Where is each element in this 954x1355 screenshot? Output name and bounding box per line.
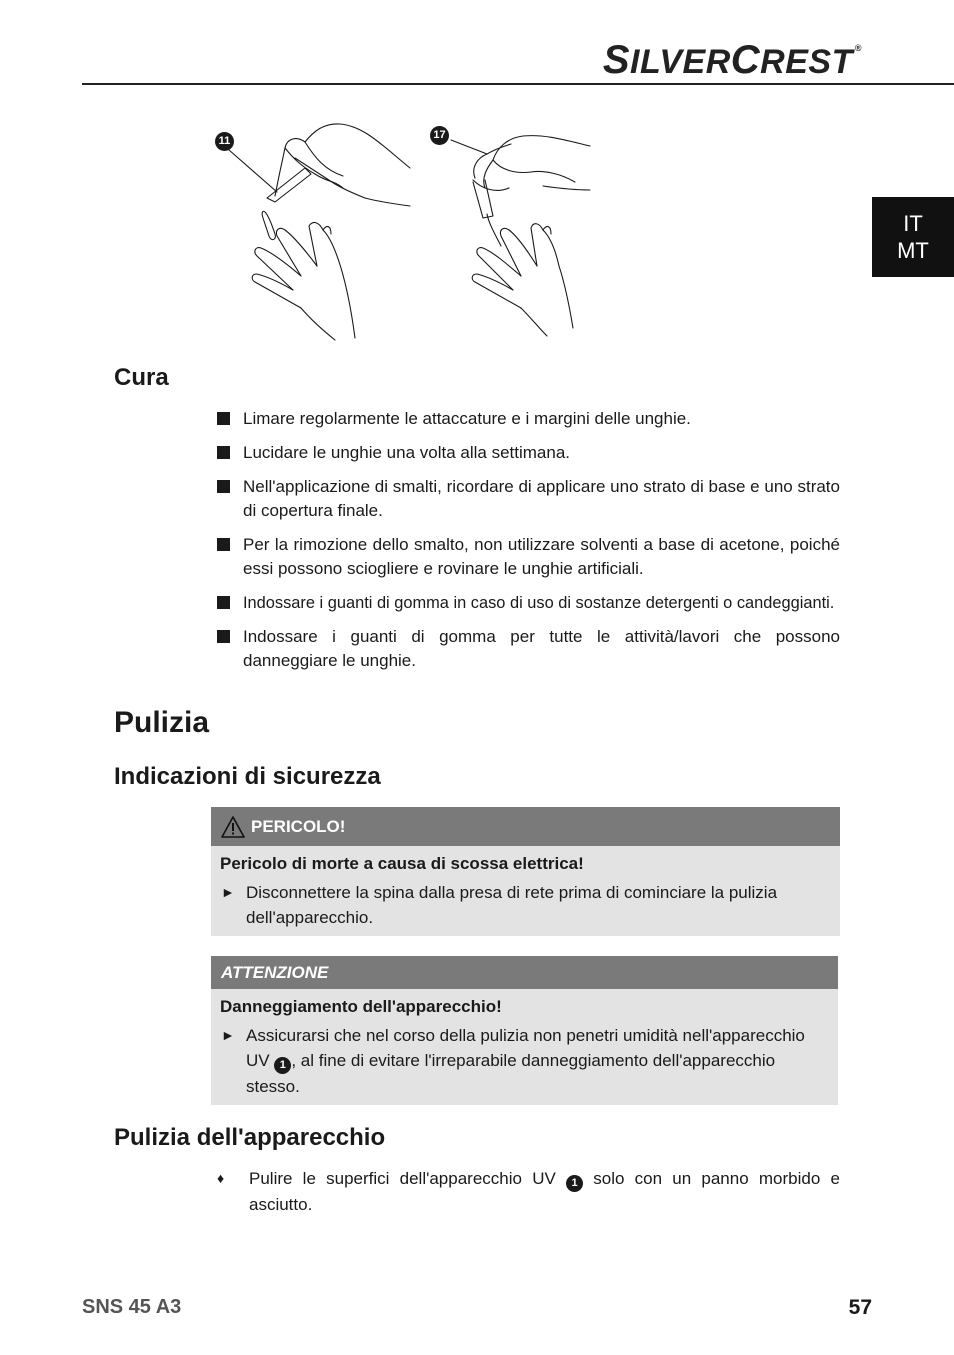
list-item-text: Nell'applicazione di smalti, ricordare di applicare uno strato di base e uno strato di copertura finale. xyxy=(243,477,840,520)
page-number: 57 xyxy=(848,1296,872,1319)
caution-step xyxy=(211,1017,838,1105)
list-item xyxy=(217,441,840,465)
bullet-square-icon xyxy=(217,480,230,493)
list-item xyxy=(217,591,840,615)
list-item-text: Per la rimozione dello smalto, non utilizzare solventi a base di acetone, poiché essi possono sciogliere e rovinare le unghie artificiali. xyxy=(243,535,840,578)
warning-triangle-icon xyxy=(221,816,245,838)
language-tab-it: IT xyxy=(903,211,923,236)
hands-drawing xyxy=(205,118,605,348)
callout-11: 11 xyxy=(215,132,234,151)
danger-subtitle: Pericolo di morte a causa di scossa elettrica! xyxy=(220,854,584,873)
care-list xyxy=(217,407,840,683)
list-item-text: Indossare i guanti di gomma in caso di uso di sostanze detergenti o candeggianti. xyxy=(243,594,835,612)
bullet-square-icon xyxy=(217,412,230,425)
list-item-text: Limare regolarmente le attaccature e i margini delle unghie. xyxy=(243,409,691,428)
device-number-badge: 1 xyxy=(274,1057,291,1074)
caution-header xyxy=(211,956,838,989)
bullet-square-icon xyxy=(217,538,230,551)
diamond-bullet-icon: ♦ xyxy=(217,1170,225,1186)
brand-letter-c: C xyxy=(730,38,761,82)
list-item xyxy=(217,407,840,431)
danger-box xyxy=(211,807,840,936)
list-item xyxy=(217,625,840,673)
list-item-text: Indossare i guanti di gomma per tutte le attività/lavori che possono danneggiare le unghie. xyxy=(243,627,840,670)
device-number-badge: 1 xyxy=(566,1175,583,1192)
danger-header xyxy=(211,807,840,846)
brand-logo xyxy=(603,38,862,83)
arrow-right-icon: ► xyxy=(221,1027,235,1043)
device-cleaning-step xyxy=(217,1166,840,1217)
list-item xyxy=(217,475,840,523)
caution-subtitle: Danneggiamento dell'apparecchio! xyxy=(220,997,502,1016)
danger-step-text: Disconnettere la spina dalla presa di rete prima di cominciare la pulizia dell'apparecchio. xyxy=(246,883,778,927)
brand-part-ilver: ILVER xyxy=(630,43,731,81)
language-tab xyxy=(872,197,954,277)
list-item xyxy=(217,533,840,581)
footer-model: SNS 45 A3 xyxy=(82,1296,182,1318)
bullet-square-icon xyxy=(217,446,230,459)
header-rule xyxy=(82,83,954,85)
registered-mark: ® xyxy=(854,43,862,53)
caution-step-text-after: , al fine di evitare l'irreparabile danneggiamento dell'apparecchio stesso. xyxy=(246,1051,776,1096)
danger-label: PERICOLO! xyxy=(251,816,346,836)
caution-step-text-before: Assicurarsi che nel corso della pulizia non penetri umidità nell'apparecchio UV xyxy=(246,1026,805,1070)
bullet-square-icon xyxy=(217,630,230,643)
brand-letter-s: S xyxy=(602,38,631,82)
nail-care-illustration xyxy=(205,118,605,348)
language-tab-mt: MT xyxy=(897,238,929,263)
danger-step xyxy=(211,874,840,936)
device-step-text-after: solo con un panno morbido e asciutto. xyxy=(249,1169,840,1214)
section-title-device-cleaning: Pulizia dell'apparecchio xyxy=(114,1124,386,1151)
caution-label: ATTENZIONE xyxy=(221,962,329,982)
device-step-text-before: Pulire le superfici dell'apparecchio UV xyxy=(249,1169,556,1188)
caution-box xyxy=(211,956,838,1105)
device-cleaning-text xyxy=(217,1166,840,1217)
callout-17: 17 xyxy=(430,126,449,145)
section-title-safety: Indicazioni di sicurezza xyxy=(114,763,381,790)
section-title-cura: Cura xyxy=(114,364,169,391)
list-item-text: Lucidare le unghie una volta alla settimana. xyxy=(243,443,570,462)
bullet-square-icon xyxy=(217,596,230,609)
section-title-pulizia: Pulizia xyxy=(114,706,210,739)
arrow-right-icon: ► xyxy=(221,884,235,900)
brand-part-rest: REST xyxy=(760,43,853,81)
